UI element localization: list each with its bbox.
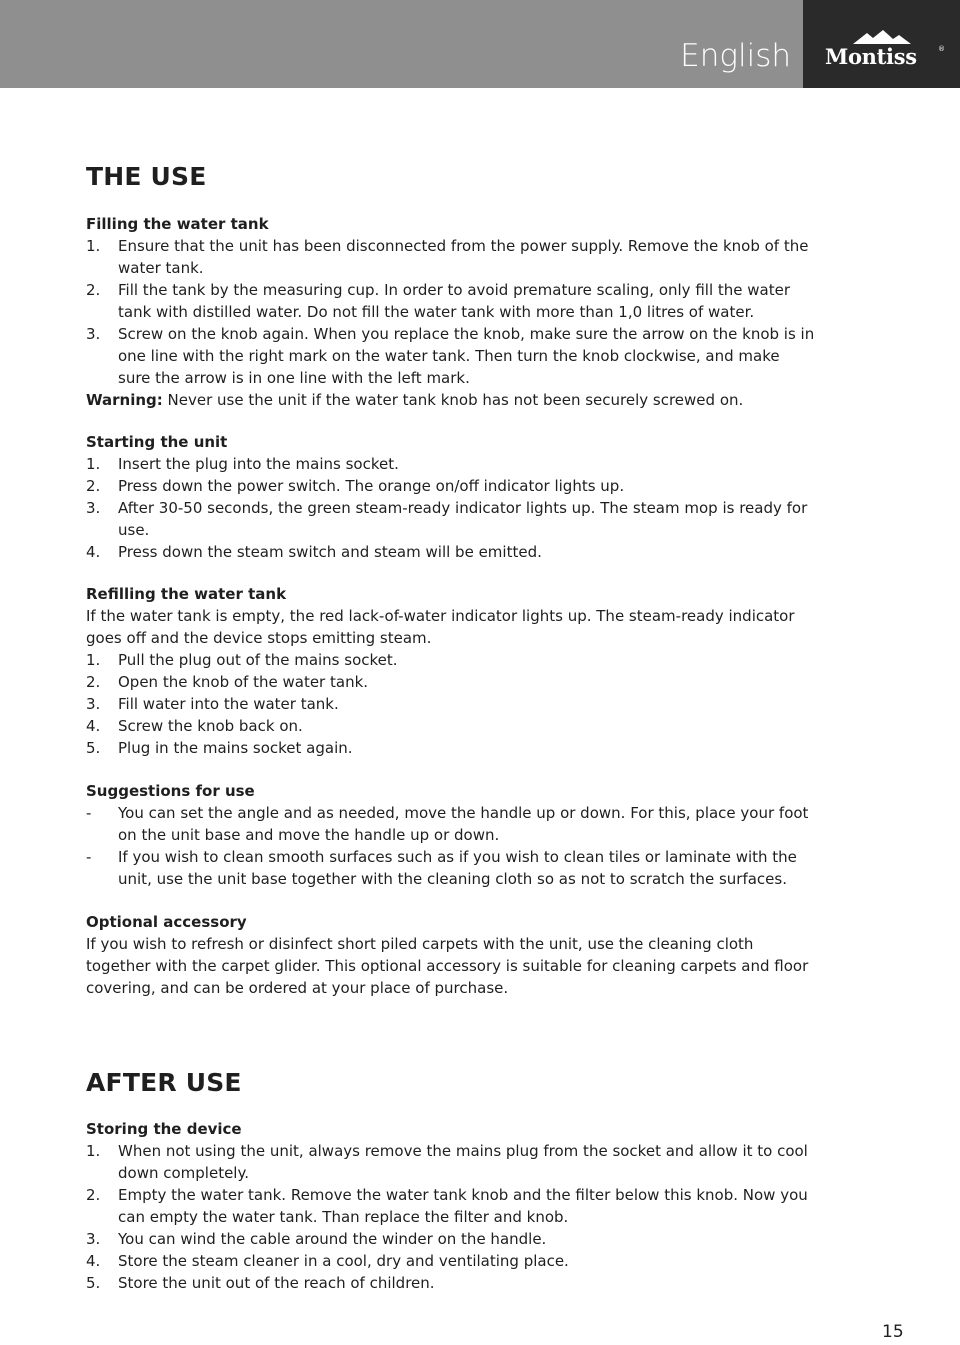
header-language: English <box>680 38 791 74</box>
list-item <box>86 235 816 279</box>
list-item-text: Fill water into the water tank. <box>118 695 339 713</box>
list-item <box>86 649 816 671</box>
list-marker: 2. <box>86 477 101 495</box>
header-band <box>0 0 803 88</box>
subsection-starting-unit <box>86 431 816 563</box>
subsection-title: Filling the water tank <box>86 215 269 233</box>
list-item-text: Plug in the mains socket again. <box>118 739 353 757</box>
list-marker: 1. <box>86 455 101 473</box>
list-marker: - <box>86 804 92 822</box>
list-marker: - <box>86 848 92 866</box>
list-marker: 3. <box>86 695 101 713</box>
list-item-text: Press down the steam switch and steam will be emitted. <box>118 543 542 561</box>
section-title-after-use: AFTER USE <box>86 1068 242 1097</box>
list-marker: 5. <box>86 1274 101 1292</box>
warning-label: Warning: <box>86 391 163 409</box>
subsection-filling-water-tank <box>86 213 816 411</box>
brand-logo <box>803 0 960 88</box>
list-marker: 5. <box>86 739 101 757</box>
list-item-text: Store the steam cleaner in a cool, dry and ventilating place. <box>118 1252 569 1270</box>
subsection-optional-accessory <box>86 911 816 999</box>
section-title-the-use: THE USE <box>86 162 207 191</box>
list-marker: 3. <box>86 1230 101 1248</box>
list-item <box>86 846 816 890</box>
list-marker: 1. <box>86 237 101 255</box>
list-item <box>86 715 816 737</box>
numbered-list <box>86 1140 816 1294</box>
list-item <box>86 323 816 389</box>
list-item <box>86 802 816 846</box>
list-item-text: Store the unit out of the reach of children. <box>118 1274 435 1292</box>
list-item-text: After 30-50 seconds, the green steam-ready indicator lights up. The steam mop is ready for use. <box>118 499 808 539</box>
list-item-text: You can set the angle and as needed, move the handle up or down. For this, place your foot on the unit base and move the handle up or down. <box>118 804 809 844</box>
brand-name: Montiss <box>825 44 917 69</box>
list-marker: 3. <box>86 499 101 517</box>
numbered-list <box>86 453 816 563</box>
list-item-text: Screw the knob back on. <box>118 717 303 735</box>
list-item <box>86 475 816 497</box>
list-item <box>86 497 816 541</box>
subsection-title: Optional accessory <box>86 913 247 931</box>
list-item-text: Ensure that the unit has been disconnected from the power supply. Remove the knob of the water tank. <box>118 237 809 277</box>
bullet-list <box>86 802 816 890</box>
list-item-text: When not using the unit, always remove the mains plug from the socket and allow it to cool down completely. <box>118 1142 808 1182</box>
mountain-icon <box>853 30 911 44</box>
list-marker: 4. <box>86 1252 101 1270</box>
list-item-text: Insert the plug into the mains socket. <box>118 455 399 473</box>
subsection-title: Storing the device <box>86 1120 242 1138</box>
warning-text: Never use the unit if the water tank knob has not been securely screwed on. <box>162 391 744 409</box>
list-item <box>86 453 816 475</box>
list-marker: 1. <box>86 1142 101 1160</box>
subsection-title: Starting the unit <box>86 433 228 451</box>
list-item-text: Pull the plug out of the mains socket. <box>118 651 398 669</box>
list-marker: 4. <box>86 717 101 735</box>
list-item-text: You can wind the cable around the winder on the handle. <box>118 1230 547 1248</box>
registered-mark: ® <box>938 45 945 53</box>
list-marker: 2. <box>86 281 101 299</box>
list-item <box>86 1228 816 1250</box>
subsection-refilling-water-tank <box>86 583 816 759</box>
list-item <box>86 693 816 715</box>
list-item <box>86 1272 816 1294</box>
numbered-list <box>86 649 816 759</box>
list-item <box>86 737 816 759</box>
list-item <box>86 279 816 323</box>
list-item-text: Open the knob of the water tank. <box>118 673 369 691</box>
subsection-storing-device <box>86 1118 816 1294</box>
list-item <box>86 1250 816 1272</box>
list-item <box>86 1184 816 1228</box>
subsection-intro: If you wish to refresh or disinfect short piled carpets with the unit, use the cleaning cloth together with the carpet glider. This optional accessory is suitable for cleaning carpets and floor covering, and can be ordered at your place of purchase. <box>86 935 809 997</box>
numbered-list <box>86 235 816 389</box>
list-item-text: Fill the tank by the measuring cup. In order to avoid premature scaling, only fill the water tank with distilled water. Do not fill the water tank with more than 1,0 litres of water. <box>118 281 791 321</box>
list-item <box>86 541 816 563</box>
list-marker: 4. <box>86 543 101 561</box>
subsection-title: Suggestions for use <box>86 782 255 800</box>
list-marker: 2. <box>86 673 101 691</box>
list-item-text: Empty the water tank. Remove the water tank knob and the filter below this knob. Now you can empty the water tank. Than replace the filter and knob. <box>118 1186 808 1226</box>
list-item-text: Screw on the knob again. When you replace the knob, make sure the arrow on the knob is in one line with the right mark on the water tank. Then turn the knob clockwise, and make sure the arrow is in one line with the left mark. <box>118 325 815 387</box>
list-item <box>86 671 816 693</box>
subsection-intro: If the water tank is empty, the red lack-of-water indicator lights up. The steam-ready indicator goes off and the device stops emitting steam. <box>86 607 795 647</box>
list-item <box>86 1140 816 1184</box>
page-number: 15 <box>882 1322 904 1342</box>
list-item-text: If you wish to clean smooth surfaces such as if you wish to clean tiles or laminate with the unit, use the unit base together with the cleaning cloth so as not to scratch the surfaces. <box>118 848 797 888</box>
list-marker: 1. <box>86 651 101 669</box>
list-marker: 3. <box>86 325 101 343</box>
list-item-text: Press down the power switch. The orange on/off indicator lights up. <box>118 477 625 495</box>
subsection-title: Refilling the water tank <box>86 585 287 603</box>
subsection-suggestions-for-use <box>86 780 816 890</box>
list-marker: 2. <box>86 1186 101 1204</box>
warning-note <box>86 389 816 411</box>
